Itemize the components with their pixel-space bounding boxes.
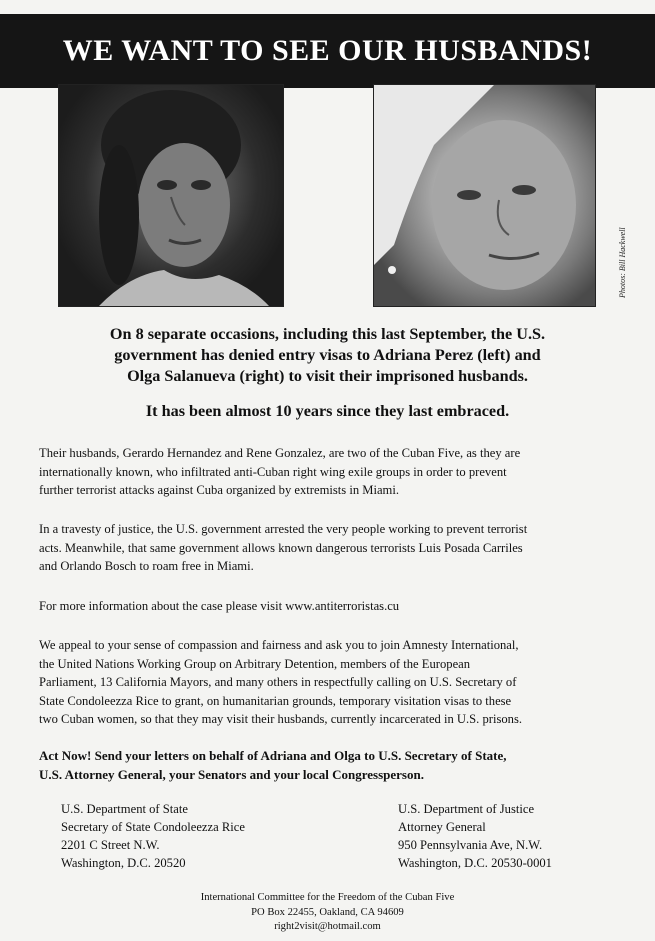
paragraph-line: further terrorist attacks against Cuba organized by extremists in Miami. <box>39 483 399 497</box>
cta-line: Act Now! Send your letters on behalf of Adriana and Olga to U.S. Secretary of State, <box>39 748 507 763</box>
footer-po-box: PO Box 22455, Oakland, CA 94609 <box>251 906 404 918</box>
paragraph-line: acts. Meanwhile, that same government allows known dangerous terrorists Luis Posada Carriles <box>39 540 523 555</box>
paragraph-line: and Orlando Bosch to roam free in Miami. <box>39 559 254 573</box>
paragraph-line: the United Nations Working Group on Arbitrary Detention, members of the European <box>39 656 471 671</box>
paragraph-line: two Cuban women, so that they may visit their husbands, currently incarcerated in U.S. prisons. <box>39 712 523 726</box>
call-to-action <box>39 746 629 784</box>
lead-line: government has denied entry visas to Adriana Perez (left) and <box>114 346 541 364</box>
address-line: U.S. Department of Justice <box>398 802 535 816</box>
portrait-left-illustration <box>59 85 283 306</box>
address-line: U.S. Department of State <box>61 802 188 816</box>
lead-statement <box>40 324 615 387</box>
address-line: Washington, D.C. 20520 <box>61 856 186 870</box>
footer-email: right2visit@hotmail.com <box>274 921 381 932</box>
headline-title: WE WANT TO SEE OUR HUSBANDS! <box>62 34 593 67</box>
paragraph-line: In a travesty of justice, the U.S. government arrested the very people working to prevent terrorist <box>39 522 528 536</box>
subheadline: It has been almost 10 years since they last embraced. <box>145 402 510 420</box>
paragraph-line: We appeal to your sense of compassion and fairness and ask you to join Amnesty International, <box>39 638 519 652</box>
lead-line: On 8 separate occasions, including this last September, the U.S. <box>109 325 546 343</box>
photo-olga-salanueva <box>373 84 596 307</box>
footer-org: International Committee for the Freedom of the Cuban Five <box>200 892 455 903</box>
paragraph-more-info <box>39 597 629 616</box>
address-line: Attorney General <box>398 820 486 834</box>
photo-adriana-perez <box>58 84 284 307</box>
paragraph-line: Their husbands, Gerardo Hernandez and Rene Gonzalez, are two of the Cuban Five, as they are <box>39 446 521 460</box>
address-line: Secretary of State Condoleezza Rice <box>61 820 245 834</box>
paragraph-line: Parliament, 13 California Mayors, and many others in respectfully calling on U.S. Secretary of <box>39 675 517 689</box>
lead-line: Olga Salanueva (right) to visit their imprisoned husbands. <box>127 367 528 385</box>
address-line: 950 Pennsylvania Ave, N.W. <box>398 838 543 852</box>
headline-banner <box>0 14 655 88</box>
address-line: Washington, D.C. 20530-0001 <box>398 856 552 870</box>
cta-line: U.S. Attorney General, your Senators and your local Congressperson. <box>39 767 424 782</box>
photo-credit: Photos: Bill Hackwell <box>618 227 627 298</box>
paragraph-line: For more information about the case please visit www.antiterroristas.cu <box>39 599 400 613</box>
address-department-of-state <box>61 800 245 872</box>
paragraph-line: State Condoleezza Rice to grant, on humanitarian grounds, temporary visitation visas to these <box>39 693 512 708</box>
portrait-right-illustration <box>374 85 595 306</box>
address-line: 2201 C Street N.W. <box>61 838 160 852</box>
paragraph-cuban-five <box>39 444 629 500</box>
paragraph-line: internationally known, who infiltrated anti-Cuban right wing exile groups in order to prevent <box>39 464 507 479</box>
paragraph-travesty <box>39 520 629 576</box>
address-department-of-justice <box>398 800 552 872</box>
paragraph-appeal <box>39 636 629 729</box>
footer-contact <box>0 891 655 935</box>
